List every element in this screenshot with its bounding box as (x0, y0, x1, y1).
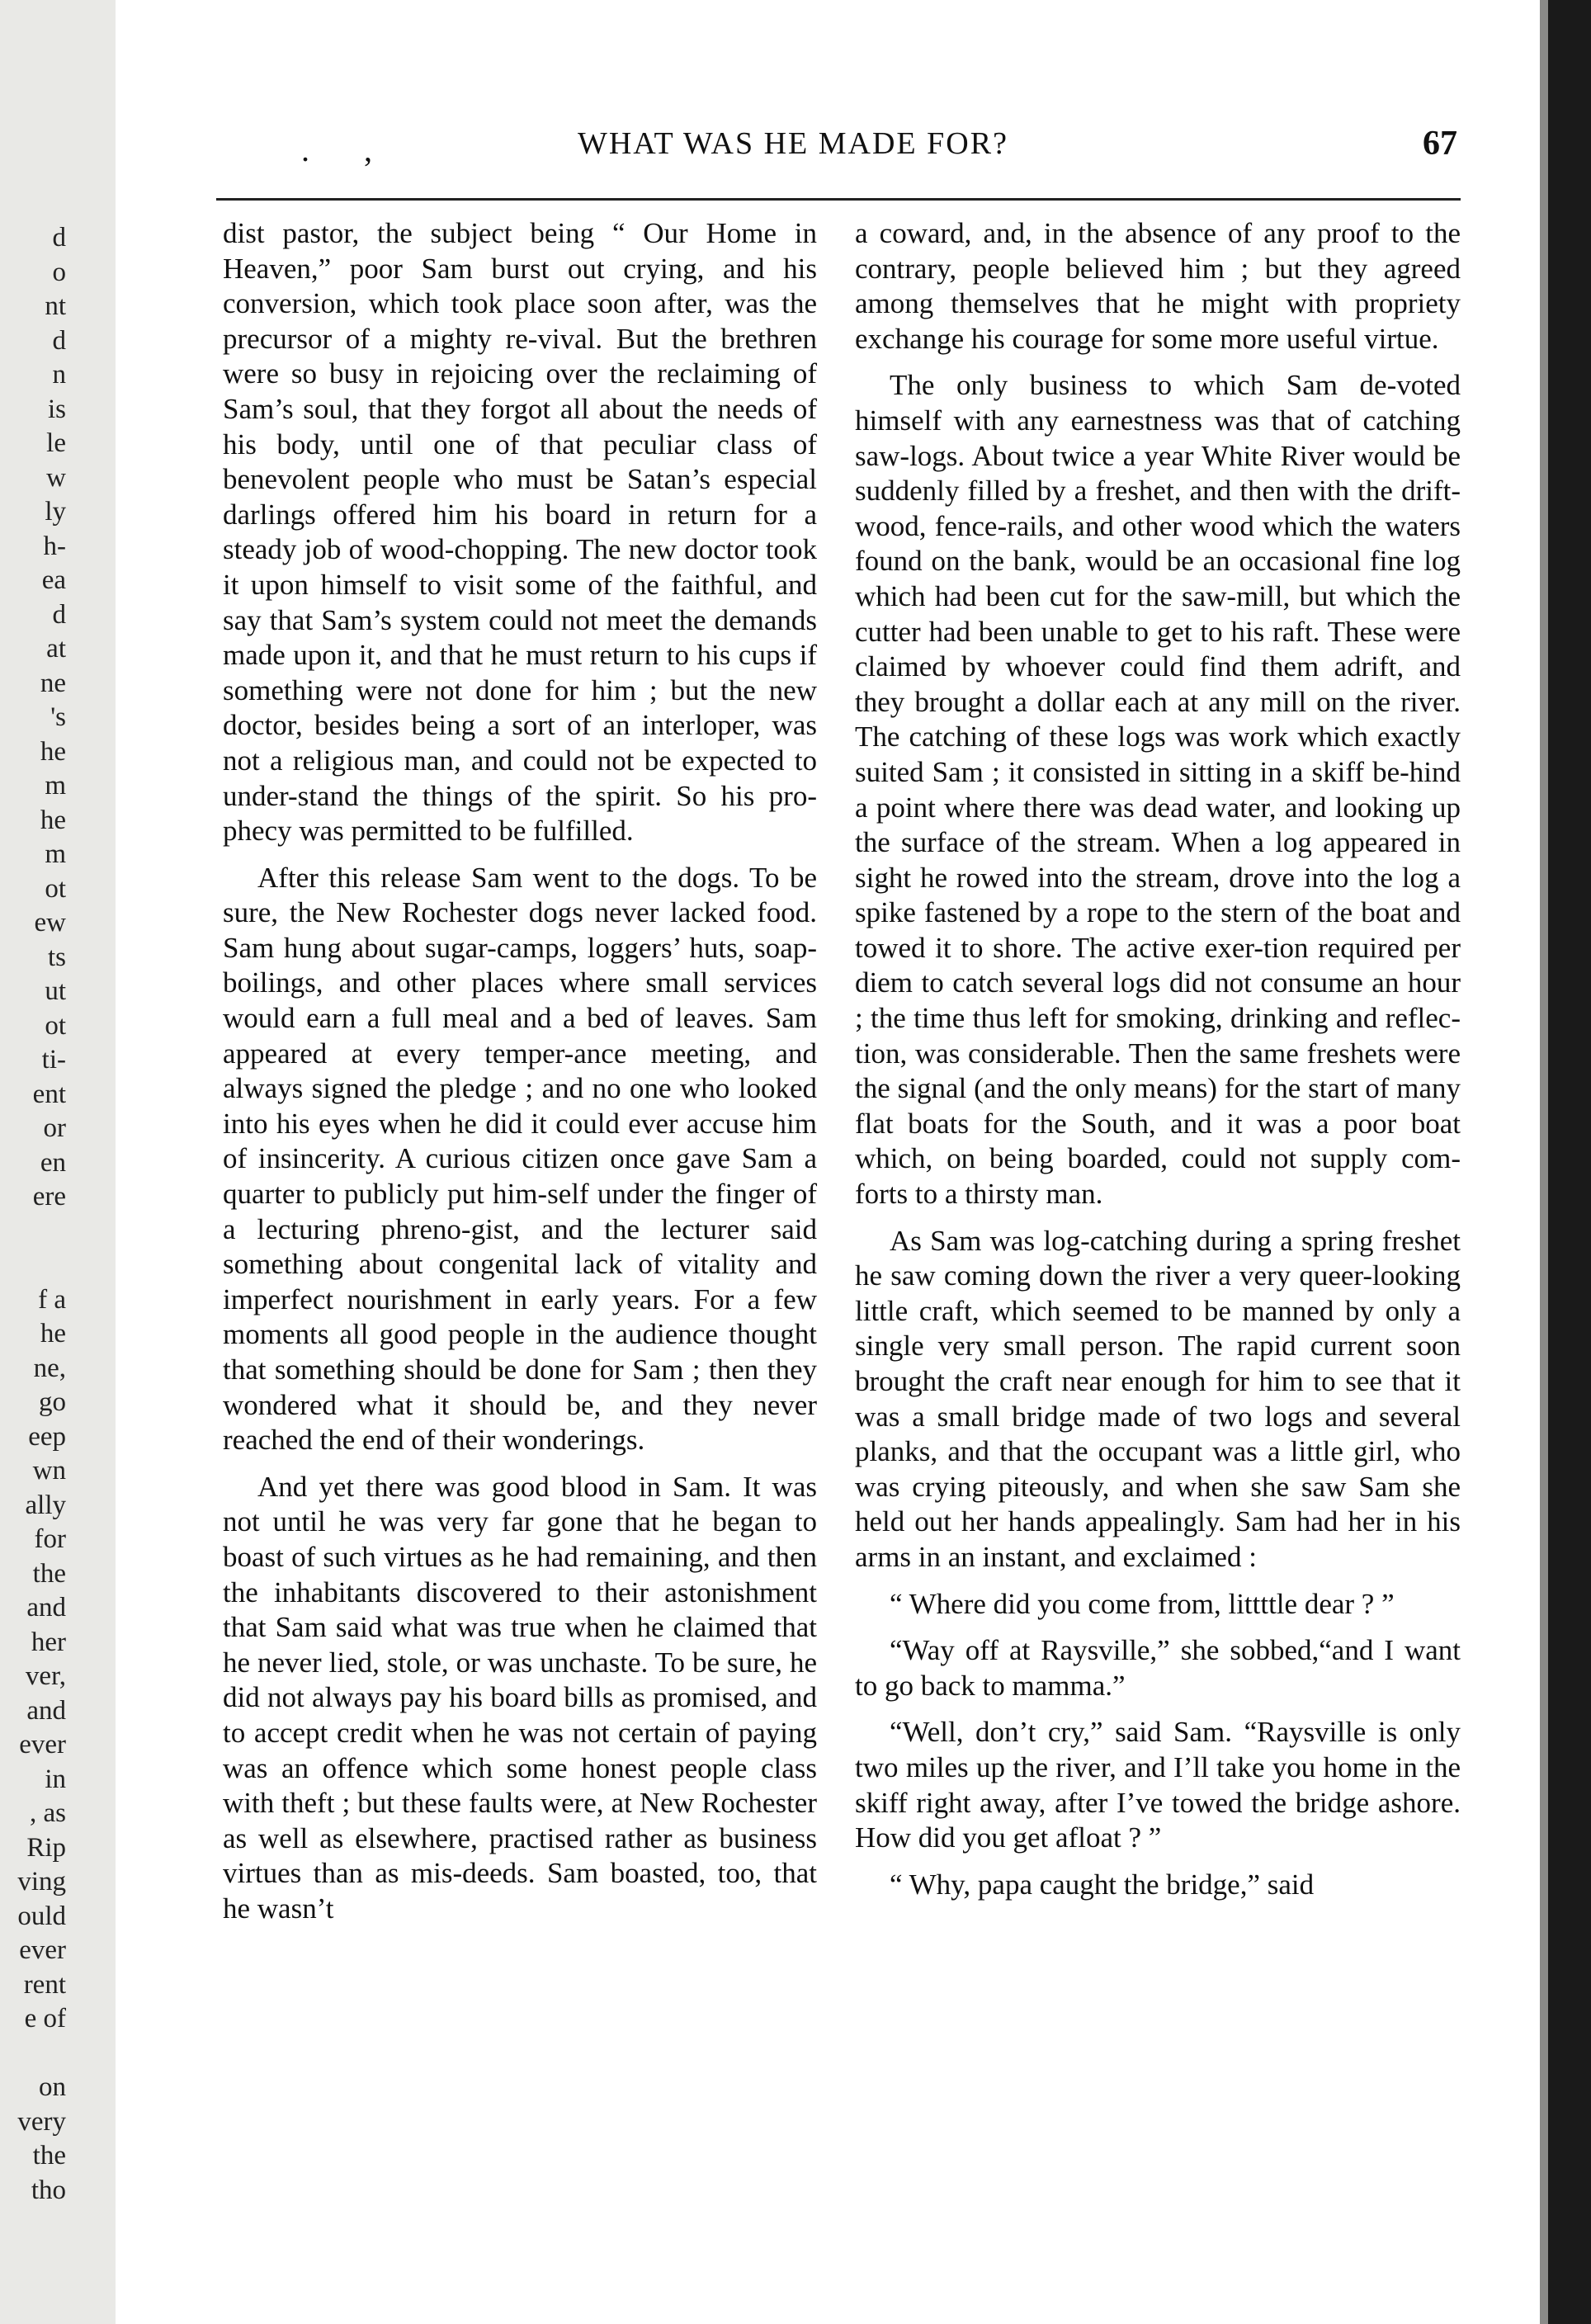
paragraph: a coward, and, in the absence of any proof to the contrary, people believed him ; but they agreed among themselves that he might with propriety exchange his courage for some more useful virtue. (855, 217, 1461, 355)
header-marks: . , (301, 131, 395, 168)
paragraph: “Way off at Raysville,” she sobbed,“and I want to go back to mamma.” (855, 1634, 1461, 1702)
header-rule (216, 198, 1461, 201)
paragraph: After this release Sam went to the dogs. To be sure, the New Rochester dogs never lacked food. Sam hung about sugar-camps, loggers’ huts, soap-boilings, and other places where small services would earn a full meal and a bed of leaves. Sam appeared at every temper-ance meeting, and always signed the pledge ; and no one who looked into his eyes when he did it could ever accuse him of insincerity. A curious citizen once gave Sam a quarter to publicly put him-self under the finger of a lecturing phreno-gist, and the lecturer said something about congenital lack of vitality and imperfect nourishment in early years. For a few moments all good people in the audience thought that something should be done for Sam ; then they wondered what it should be, and they never reached the end of their wonderings. (223, 861, 817, 1457)
page-edge-shadow (1540, 0, 1548, 2324)
paragraph: The only business to which Sam de-voted himself with any earnestness was that of catching saw-logs. About twice a year White River would be suddenly filled by a freshet, and then with the drift-wood, fence-rails, and other wood which the waters found on the bank, would be an occasional fine log which had been cut for the saw-mill, but which the cutter had been unable to get to his raft. These were claimed by whoever could find them adrift, and they brought a dollar each at any mill on the river. The catching of these logs was work which exactly suited Sam ; it consisted in sitting in a skiff be-hind a point where there was dead water, and looking up the surface of the stream. When a log appeared in sight he rowed into the stream, drove into the log a spike fastened by a rope to the stern of the boat and towed it to shore. The active exer-tion required per diem to catch several logs did not consume an hour ; the time thus left for smoking, drinking and reflec-tion, was considerable. Then the same freshets were the signal (and the only means) for the start of many flat boats for the South, and it was a poor boat which, on being boarded, could not supply com-forts to a thirsty man. (855, 369, 1461, 1211)
paragraph: As Sam was log-catching during a spring freshet he saw coming down the river a very queer-looking little craft, which seemed to be manned by only a single very small person. The rapid current soon brought the craft near enough for him to see that it was a small bridge made of two logs and several planks, and that the occupant was a little girl, who was crying piteously, and when she saw Sam she held out her hands appealingly. Sam had her in his arms in an instant, and exclaimed : (855, 1224, 1461, 1573)
paragraph: “ Where did you come from, littttle dear ? ” (890, 1587, 1395, 1620)
paragraph: “Well, don’t cry,” said Sam. “Raysville is only two miles up the river, and I’ll take you home in the skiff right away, after I’ve towed the bridge ashore. How did you get afloat ? ” (855, 1716, 1461, 1854)
paragraph: “ Why, papa caught the bridge,” said (890, 1868, 1315, 1901)
left-column (223, 216, 817, 1939)
book-edge (1548, 0, 1591, 2324)
page-number: 67 (1423, 125, 1457, 163)
paragraph: dist pastor, the subject being “ Our Home in Heaven,” poor Sam burst out crying, and his conversion, which took place soon after, was the precursor of a mighty re-vival. But the brethren were so busy in rejoicing over the reclaiming of Sam’s soul, that they forgot all about the needs of his body, until one of that peculiar class of benevolent people who must be Satan’s especial darlings offered him his board in return for a steady job of wood-chopping. The new doctor took it upon himself to visit some of the faithful, and say that Sam’s system could not meet the demands made upon it, and that he must return to his cups if something were not done for him ; but the new doctor, besides being a sort of an interloper, was not a religious man, and could not be expected to under-stand the things of the spirit. So his pro-phecy was permitted to be fulfilled. (223, 217, 817, 848)
facing-page-margin (0, 0, 116, 2324)
facing-page-text-fragments: d o nt d n is le w ly h- ea d at ne 's he m he m ot ew ts ut ot ti- ent or en ere f a he ne, go eep wn ally for the and her ver, and ever in , as Rip ving ould ever rent e of on very the tho (17, 223, 66, 2205)
page-header (215, 124, 1461, 173)
paragraph: And yet there was good blood in Sam. It was not until he was very far gone that he began to boast of such virtues as he had remaining, and then the inhabitants discovered to their astonishment that Sam said what was true when he claimed that he never lied, stole, or was unchaste. To be sure, he did not always pay his board bills as promised, and to accept credit when he was not certain of paying was an offence which some honest people class with theft ; but these faults were, at New Rochester as well as elsewhere, practised rather as business virtues than as mis-deeds. Sam boasted, too, that he wasn’t (223, 1470, 817, 1925)
running-title: WHAT WAS HE MADE FOR? (578, 126, 1008, 161)
right-column (855, 216, 1461, 1914)
